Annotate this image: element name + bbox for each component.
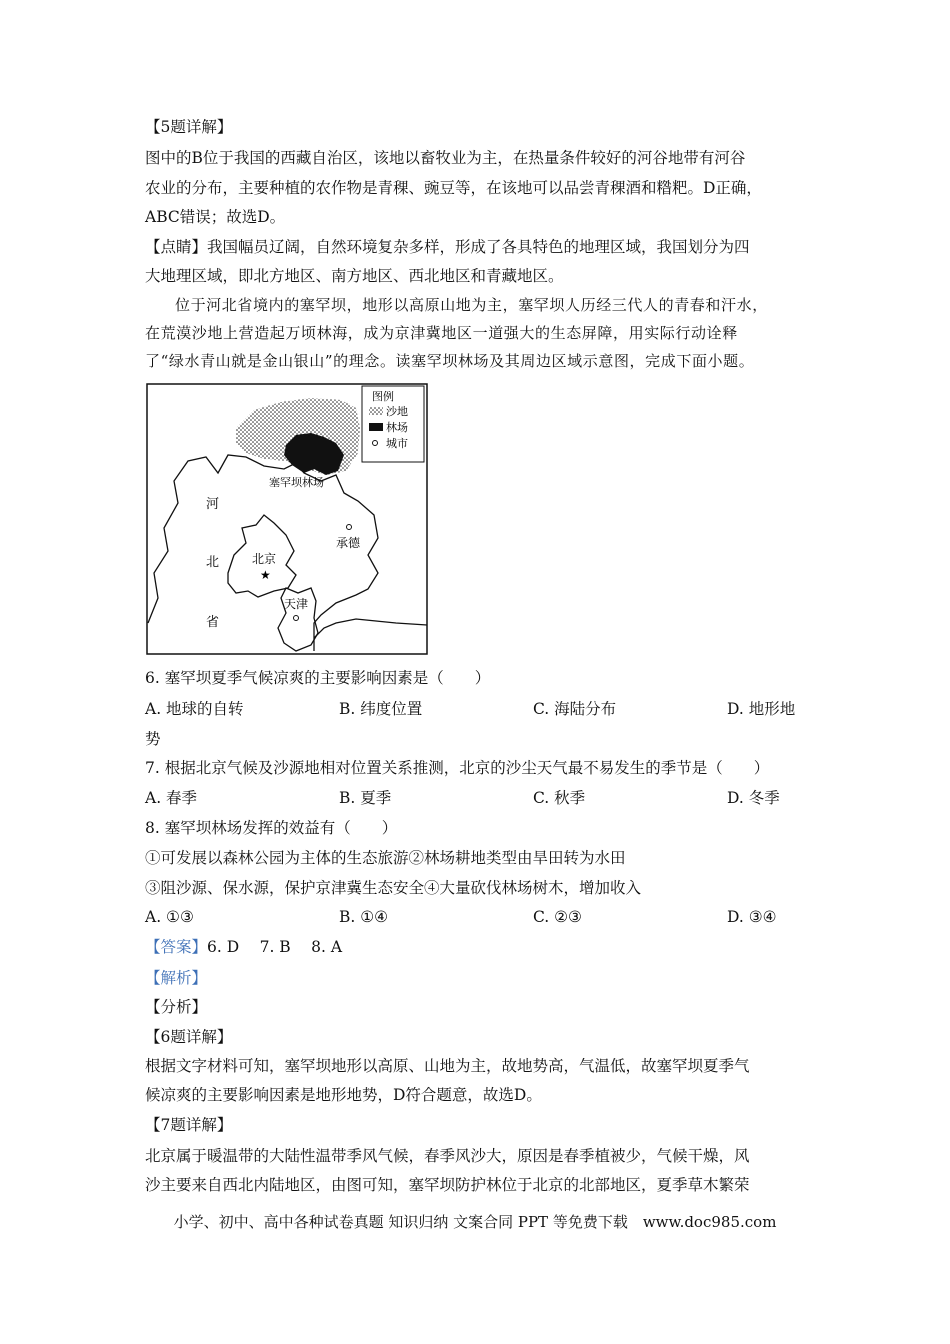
tianjin-label: 天津 (284, 597, 309, 611)
q6-detail-heading: 【6题详解】 (145, 1028, 233, 1046)
chengde-label: 承德 (336, 536, 361, 550)
q6-option-d: D. 地形地 (727, 700, 796, 718)
dianjing-line: 【点睛】我国幅员辽阔，自然环境复杂多样，形成了各具特色的地理区域，我国划分为四 (145, 238, 750, 256)
passage-line: 了“绿水青山就是金山银山”的理念。读塞罕坝林场及其周边区域示意图，完成下面小题。 (145, 352, 755, 370)
q5-detail-line: 农业的分布，主要种植的农作物是青稞、豌豆等，在该地可以品尝青稞酒和糌粑。D正确， (145, 179, 762, 197)
legend-title: 图例 (372, 390, 394, 403)
hebei-char-he: 河 (206, 497, 220, 512)
q5-detail-line: ABC错误；故选D。 (145, 208, 286, 226)
q7-detail-line: 北京属于暖温带的大陆性温带季风气候，春季风沙大，原因是春季植被少，气候干燥，风 (145, 1147, 750, 1165)
chengde-city-icon (347, 525, 352, 530)
dianjing-line: 大地理区域，即北方地区、南方地区、西北地区和青藏地区。 (145, 267, 564, 285)
legend-city-label: 城市 (386, 437, 408, 450)
q5-detail-heading: 【5题详解】 (145, 118, 233, 136)
q7-detail-line: 沙主要来自西北内陆地区，由图可知，塞罕坝防护林位于北京的北部地区，夏季草木繁荣 (145, 1176, 750, 1194)
q7-option-a: A. 春季 (145, 789, 198, 807)
capital-star-icon: ★ (260, 568, 271, 582)
q8-option-c: C. ②③ (533, 908, 582, 926)
legend-sand-label: 沙地 (386, 405, 408, 418)
legend-city-icon (373, 441, 378, 446)
q7-option-d: D. 冬季 (727, 789, 780, 807)
q8-choice-line: ①可发展以森林公园为主体的生态旅游②林场耕地类型由旱田转为水田 (145, 849, 626, 867)
beijing-label: 北京 (252, 552, 277, 566)
tianjin-city-icon (294, 616, 299, 621)
q8-stem: 8. 塞罕坝林场发挥的效益有（ ） (145, 819, 398, 837)
q6-option-c: C. 海陆分布 (533, 700, 617, 718)
legend-sand-swatch (369, 407, 383, 415)
q5-detail-line: 图中的B位于我国的西藏自治区，该地以畜牧业为主，在热量条件较好的河谷地带有河谷 (145, 149, 746, 167)
q8-option-d: D. ③④ (727, 908, 777, 926)
answer-line (145, 937, 342, 957)
q7-option-c: C. 秋季 (533, 789, 586, 807)
q7-detail-heading: 【7题详解】 (145, 1116, 233, 1134)
page-footer: 小学、初中、高中各种试卷真题 知识归纳 文案合同 PPT 等免费下载 www.doc985.com (173, 1213, 777, 1231)
forest-label: 塞罕坝林场 (269, 476, 324, 489)
passage-line: 在荒漠沙地上营造起万顷林海，成为京津冀地区一道强大的生态屏障，用实际行动诠释 (145, 324, 738, 342)
q8-option-a: A. ①③ (145, 908, 194, 926)
q8-option-b: B. ①④ (339, 908, 389, 926)
fenxi-label: 【分析】 (145, 998, 208, 1016)
q6-detail-line: 候凉爽的主要影响因素是地形地势，D符合题意，故选D。 (145, 1086, 542, 1104)
legend-forest-swatch (369, 423, 383, 431)
legend-forest-label: 林场 (386, 421, 408, 434)
saihanba-map (146, 383, 428, 655)
hebei-char-sheng: 省 (206, 615, 220, 630)
q6-option-a: A. 地球的自转 (145, 700, 244, 718)
answer-text: 6. D 7. B 8. A (207, 938, 343, 956)
q7-option-b: B. 夏季 (339, 789, 392, 807)
answer-label: 【答案】 (145, 938, 208, 956)
q7-stem: 7. 根据北京气候及沙源地相对位置关系推测，北京的沙尘天气最不易发生的季节是（ ） (145, 759, 770, 777)
q6-detail-line: 根据文字材料可知，塞罕坝地形以高原、山地为主，故地势高，气温低，故塞罕坝夏季气 (145, 1057, 750, 1075)
q6-option-d-continued: 势 (145, 730, 161, 748)
passage-line: 位于河北省境内的塞罕坝，地形以高原山地为主，塞罕坝人历经三代人的青春和汗水， (175, 296, 768, 314)
q6-option-b: B. 纬度位置 (339, 700, 423, 718)
hebei-char-bei: 北 (206, 555, 220, 570)
q6-stem: 6. 塞罕坝夏季气候凉爽的主要影响因素是（ ） (145, 669, 491, 687)
analysis-label: 【解析】 (145, 969, 208, 987)
q8-choice-line: ③阻沙源、保水源，保护京津冀生态安全④大量砍伐林场树木，增加收入 (145, 879, 642, 897)
